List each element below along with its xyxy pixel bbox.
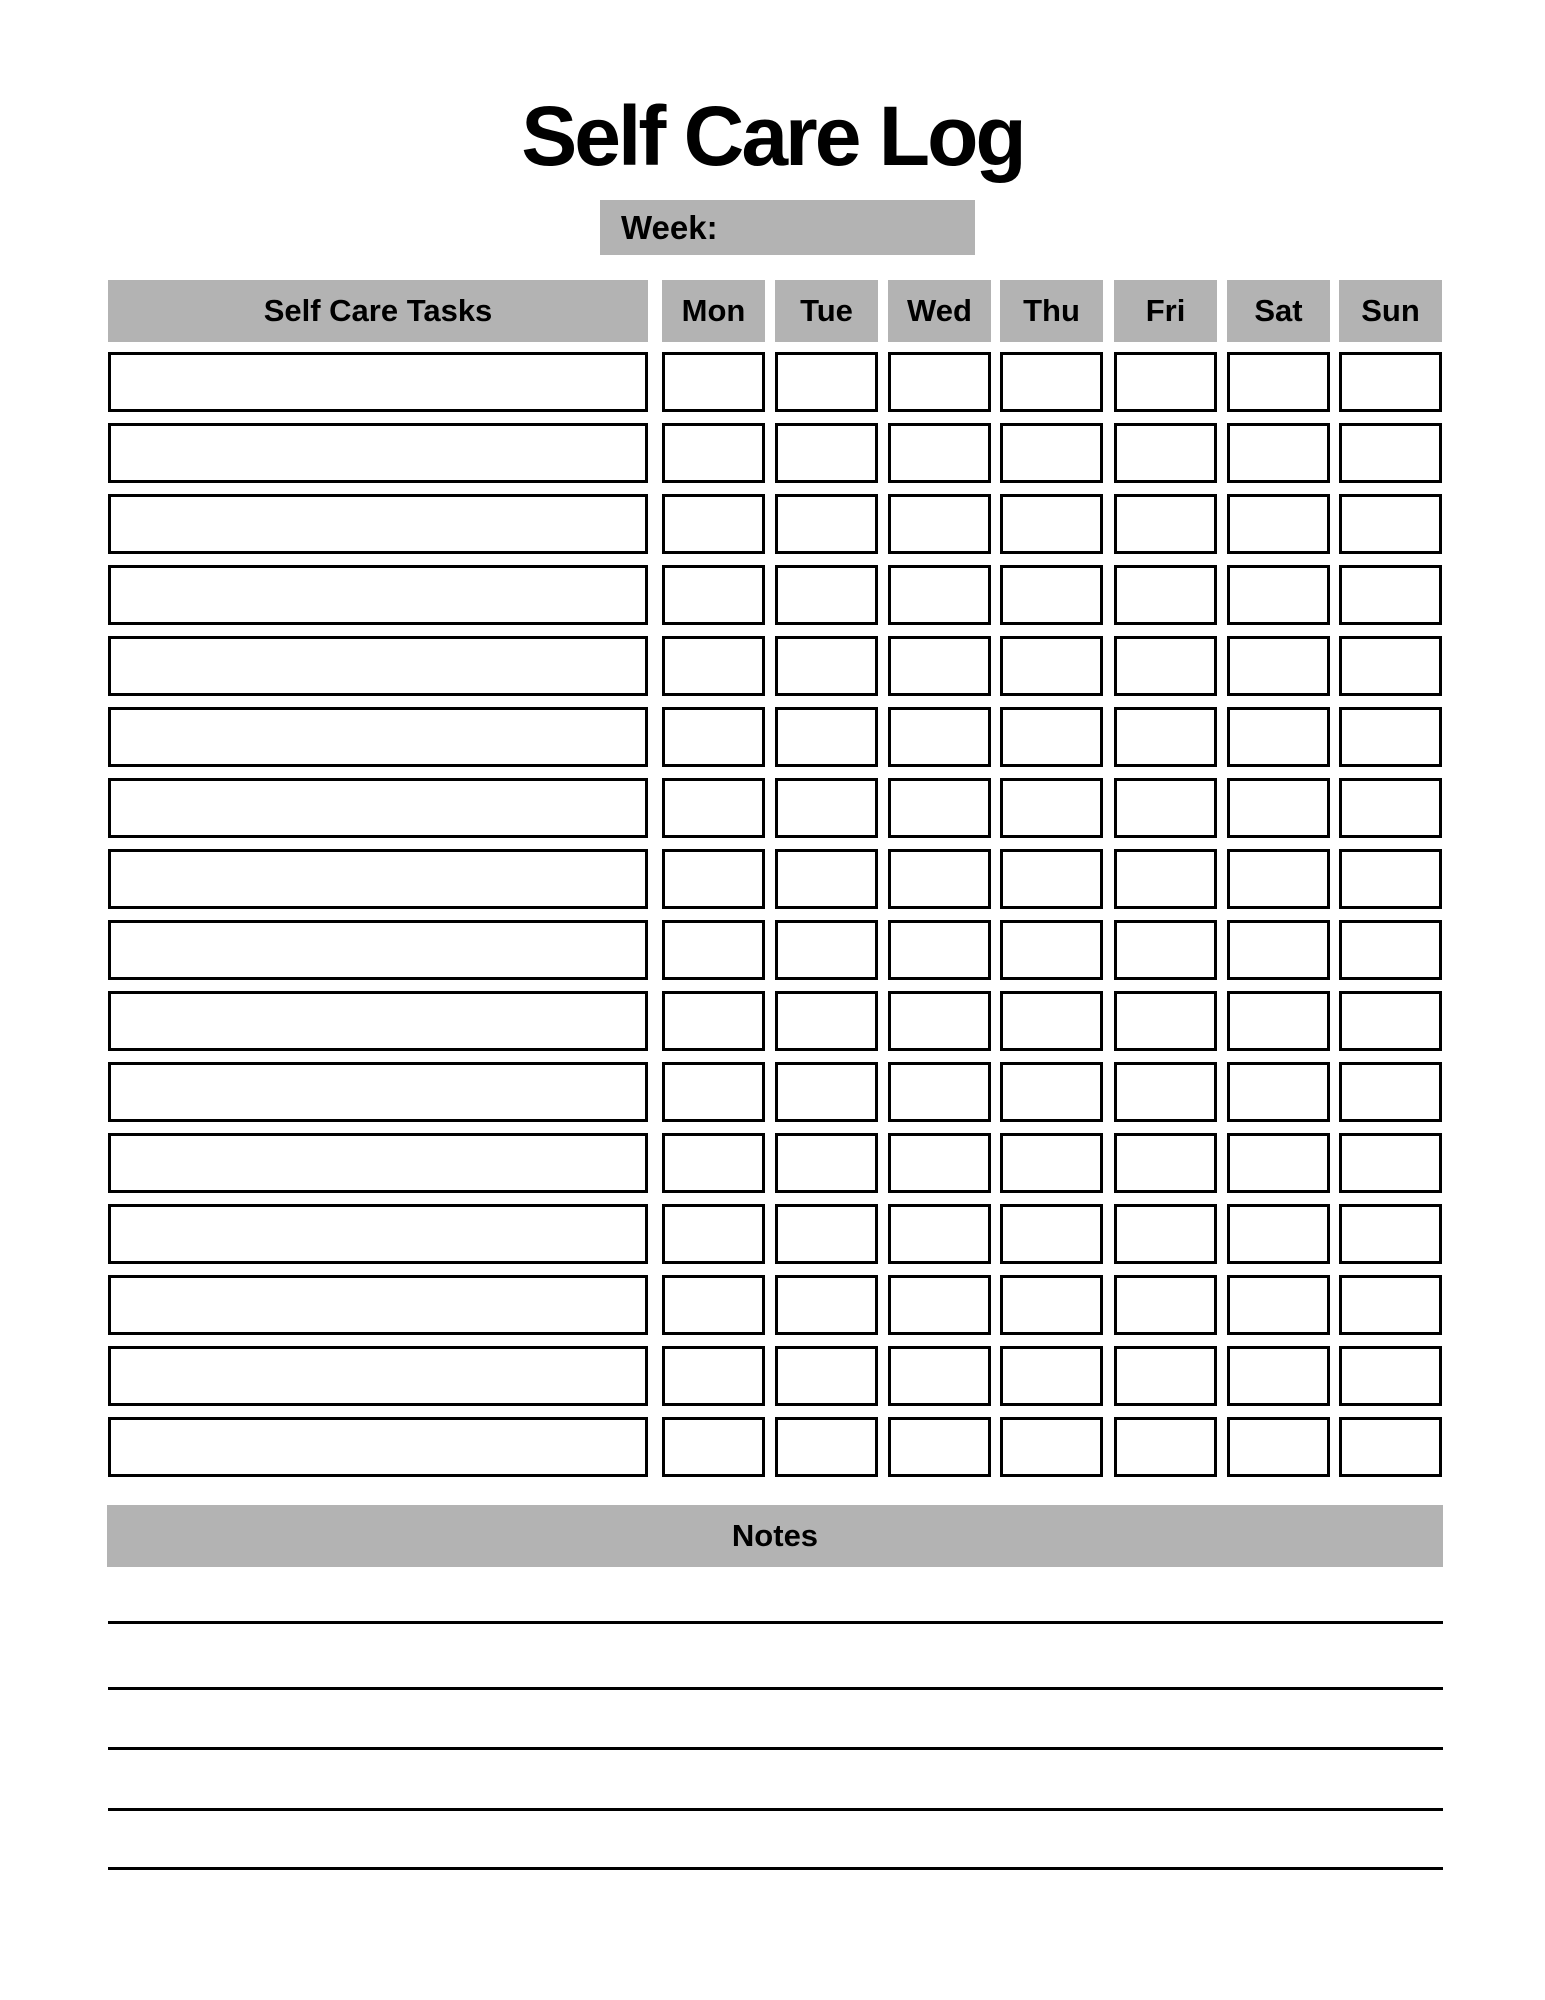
- checkbox-cell-fri[interactable]: [1114, 1417, 1217, 1477]
- task-input-box[interactable]: [108, 565, 648, 625]
- checkbox-cell-tue[interactable]: [775, 636, 878, 696]
- checkbox-cell-sun[interactable]: [1339, 1062, 1442, 1122]
- checkbox-cell-sun[interactable]: [1339, 1133, 1442, 1193]
- checkbox-cell-sat[interactable]: [1227, 1417, 1330, 1477]
- checkbox-cell-wed[interactable]: [888, 352, 991, 412]
- checkbox-cell-tue[interactable]: [775, 352, 878, 412]
- checkbox-cell-mon[interactable]: [662, 849, 765, 909]
- checkbox-cell-tue[interactable]: [775, 423, 878, 483]
- checkbox-cell-sun[interactable]: [1339, 920, 1442, 980]
- checkbox-cell-wed[interactable]: [888, 991, 991, 1051]
- checkbox-cell-sun[interactable]: [1339, 423, 1442, 483]
- notes-writing-line[interactable]: [108, 1808, 1443, 1811]
- checkbox-cell-tue[interactable]: [775, 849, 878, 909]
- checkbox-cell-thu[interactable]: [1000, 1417, 1103, 1477]
- checkbox-cell-thu[interactable]: [1000, 1346, 1103, 1406]
- checkbox-cell-thu[interactable]: [1000, 707, 1103, 767]
- checkbox-cell-sat[interactable]: [1227, 1346, 1330, 1406]
- checkbox-cell-wed[interactable]: [888, 1133, 991, 1193]
- checkbox-cell-mon[interactable]: [662, 494, 765, 554]
- checkbox-cell-wed[interactable]: [888, 707, 991, 767]
- checkbox-cell-fri[interactable]: [1114, 707, 1217, 767]
- checkbox-cell-tue[interactable]: [775, 1133, 878, 1193]
- checkbox-cell-sat[interactable]: [1227, 707, 1330, 767]
- checkbox-cell-wed[interactable]: [888, 636, 991, 696]
- task-input-box[interactable]: [108, 991, 648, 1051]
- checkbox-cell-fri[interactable]: [1114, 1062, 1217, 1122]
- checkbox-cell-mon[interactable]: [662, 636, 765, 696]
- day-header-sat: Sat: [1227, 280, 1330, 342]
- checkbox-cell-tue[interactable]: [775, 565, 878, 625]
- checkbox-cell-sat[interactable]: [1227, 1133, 1330, 1193]
- checkbox-cell-tue[interactable]: [775, 920, 878, 980]
- checkbox-cell-tue[interactable]: [775, 1275, 878, 1335]
- checkbox-cell-thu[interactable]: [1000, 1204, 1103, 1264]
- checkbox-cell-mon[interactable]: [662, 1062, 765, 1122]
- checkbox-cell-wed[interactable]: [888, 1275, 991, 1335]
- checkbox-cell-thu[interactable]: [1000, 1275, 1103, 1335]
- checkbox-cell-fri[interactable]: [1114, 849, 1217, 909]
- checkbox-cell-sat[interactable]: [1227, 636, 1330, 696]
- checkbox-cell-thu[interactable]: [1000, 1062, 1103, 1122]
- notes-writing-line[interactable]: [108, 1747, 1443, 1750]
- checkbox-cell-wed[interactable]: [888, 423, 991, 483]
- checkbox-cell-thu[interactable]: [1000, 778, 1103, 838]
- checkbox-cell-sat[interactable]: [1227, 1275, 1330, 1335]
- checkbox-cell-sat[interactable]: [1227, 494, 1330, 554]
- task-input-box[interactable]: [108, 707, 648, 767]
- day-header-sun: Sun: [1339, 280, 1442, 342]
- checkbox-cell-tue[interactable]: [775, 991, 878, 1051]
- checkbox-cell-mon[interactable]: [662, 565, 765, 625]
- task-input-box[interactable]: [108, 1275, 648, 1335]
- checkbox-cell-wed[interactable]: [888, 1417, 991, 1477]
- day-header-tue: Tue: [775, 280, 878, 342]
- day-header-mon: Mon: [662, 280, 765, 342]
- checkbox-cell-mon[interactable]: [662, 1417, 765, 1477]
- day-header-thu: Thu: [1000, 280, 1103, 342]
- checkbox-cell-sun[interactable]: [1339, 352, 1442, 412]
- checkbox-cell-thu[interactable]: [1000, 849, 1103, 909]
- checkbox-cell-wed[interactable]: [888, 1204, 991, 1264]
- checkbox-cell-sat[interactable]: [1227, 920, 1330, 980]
- task-input-box[interactable]: [108, 1346, 648, 1406]
- checkbox-cell-mon[interactable]: [662, 920, 765, 980]
- checkbox-cell-wed[interactable]: [888, 920, 991, 980]
- task-input-box[interactable]: [108, 352, 648, 412]
- notes-writing-line[interactable]: [108, 1687, 1443, 1690]
- checkbox-cell-thu[interactable]: [1000, 494, 1103, 554]
- task-input-box[interactable]: [108, 1062, 648, 1122]
- checkbox-cell-tue[interactable]: [775, 1204, 878, 1264]
- checkbox-cell-sat[interactable]: [1227, 565, 1330, 625]
- day-header-fri: Fri: [1114, 280, 1217, 342]
- checkbox-cell-mon[interactable]: [662, 778, 765, 838]
- checkbox-cell-tue[interactable]: [775, 1062, 878, 1122]
- checkbox-cell-wed[interactable]: [888, 1346, 991, 1406]
- checkbox-cell-tue[interactable]: [775, 494, 878, 554]
- task-input-box[interactable]: [108, 1417, 648, 1477]
- checkbox-cell-fri[interactable]: [1114, 494, 1217, 554]
- checkbox-cell-thu[interactable]: [1000, 352, 1103, 412]
- checkbox-cell-wed[interactable]: [888, 565, 991, 625]
- checkbox-cell-sat[interactable]: [1227, 1062, 1330, 1122]
- checkbox-cell-thu[interactable]: [1000, 636, 1103, 696]
- checkbox-cell-thu[interactable]: [1000, 1133, 1103, 1193]
- notes-header: Notes: [107, 1505, 1443, 1567]
- checkbox-cell-fri[interactable]: [1114, 423, 1217, 483]
- task-input-box[interactable]: [108, 1133, 648, 1193]
- checkbox-cell-sat[interactable]: [1227, 991, 1330, 1051]
- tasks-column-header: Self Care Tasks: [108, 280, 648, 342]
- week-input[interactable]: [718, 200, 975, 255]
- checkbox-cell-thu[interactable]: [1000, 565, 1103, 625]
- checkbox-cell-sat[interactable]: [1227, 352, 1330, 412]
- checkbox-cell-mon[interactable]: [662, 1275, 765, 1335]
- checkbox-cell-sat[interactable]: [1227, 849, 1330, 909]
- checkbox-cell-mon[interactable]: [662, 352, 765, 412]
- checkbox-cell-sun[interactable]: [1339, 849, 1442, 909]
- checkbox-cell-mon[interactable]: [662, 423, 765, 483]
- checkbox-cell-wed[interactable]: [888, 849, 991, 909]
- checkbox-cell-fri[interactable]: [1114, 991, 1217, 1051]
- checkbox-cell-mon[interactable]: [662, 1133, 765, 1193]
- checkbox-cell-sun[interactable]: [1339, 778, 1442, 838]
- checkbox-cell-sun[interactable]: [1339, 991, 1442, 1051]
- checkbox-cell-tue[interactable]: [775, 1346, 878, 1406]
- checkbox-cell-tue[interactable]: [775, 778, 878, 838]
- checkbox-cell-mon[interactable]: [662, 1204, 765, 1264]
- checkbox-cell-sat[interactable]: [1227, 1204, 1330, 1264]
- checkbox-cell-tue[interactable]: [775, 707, 878, 767]
- checkbox-cell-sun[interactable]: [1339, 707, 1442, 767]
- checkbox-cell-fri[interactable]: [1114, 920, 1217, 980]
- checkbox-cell-sun[interactable]: [1339, 1204, 1442, 1264]
- checkbox-cell-mon[interactable]: [662, 991, 765, 1051]
- checkbox-cell-fri[interactable]: [1114, 352, 1217, 412]
- checkbox-cell-thu[interactable]: [1000, 920, 1103, 980]
- checkbox-cell-fri[interactable]: [1114, 778, 1217, 838]
- checkbox-cell-sun[interactable]: [1339, 636, 1442, 696]
- checkbox-cell-fri[interactable]: [1114, 1346, 1217, 1406]
- checkbox-cell-thu[interactable]: [1000, 423, 1103, 483]
- checkbox-cell-fri[interactable]: [1114, 1204, 1217, 1264]
- checkbox-cell-thu[interactable]: [1000, 991, 1103, 1051]
- day-header-wed: Wed: [888, 280, 991, 342]
- checkbox-cell-wed[interactable]: [888, 778, 991, 838]
- checkbox-cell-sun[interactable]: [1339, 1275, 1442, 1335]
- task-input-box[interactable]: [108, 1204, 648, 1264]
- checkbox-cell-wed[interactable]: [888, 1062, 991, 1122]
- checkbox-cell-tue[interactable]: [775, 1417, 878, 1477]
- checkbox-cell-sun[interactable]: [1339, 1346, 1442, 1406]
- checkbox-cell-mon[interactable]: [662, 1346, 765, 1406]
- task-input-box[interactable]: [108, 778, 648, 838]
- checkbox-cell-mon[interactable]: [662, 707, 765, 767]
- task-input-box[interactable]: [108, 920, 648, 980]
- task-input-box[interactable]: [108, 849, 648, 909]
- notes-writing-line[interactable]: [108, 1621, 1443, 1624]
- checkbox-cell-fri[interactable]: [1114, 636, 1217, 696]
- checkbox-cell-fri[interactable]: [1114, 565, 1217, 625]
- checkbox-cell-sat[interactable]: [1227, 778, 1330, 838]
- checkbox-cell-sat[interactable]: [1227, 423, 1330, 483]
- notes-writing-line[interactable]: [108, 1867, 1443, 1870]
- task-input-box[interactable]: [108, 636, 648, 696]
- checkbox-cell-sun[interactable]: [1339, 565, 1442, 625]
- page-title: Self Care Log: [521, 89, 1024, 183]
- checkbox-cell-fri[interactable]: [1114, 1133, 1217, 1193]
- checkbox-cell-sun[interactable]: [1339, 494, 1442, 554]
- task-input-box[interactable]: [108, 423, 648, 483]
- week-bar: [600, 200, 975, 255]
- week-label: Week:: [621, 209, 718, 246]
- checkbox-cell-sun[interactable]: [1339, 1417, 1442, 1477]
- checkbox-cell-wed[interactable]: [888, 494, 991, 554]
- task-input-box[interactable]: [108, 494, 648, 554]
- checkbox-cell-fri[interactable]: [1114, 1275, 1217, 1335]
